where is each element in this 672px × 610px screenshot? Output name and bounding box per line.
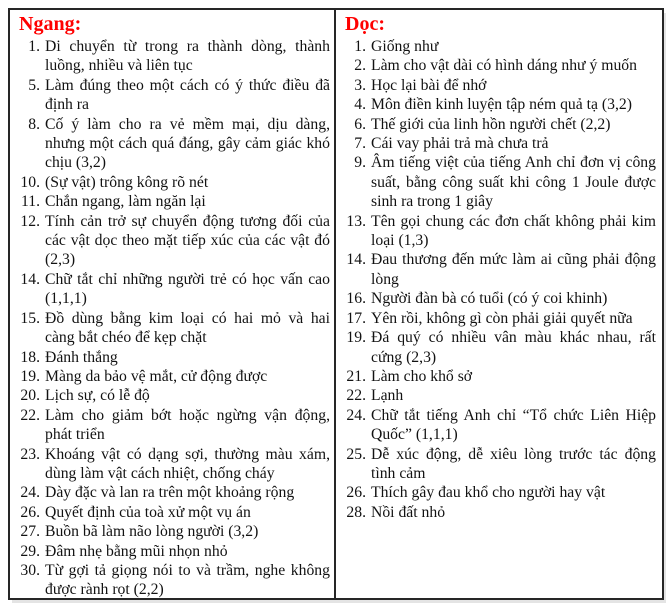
clue-text: Làm cho vật dài có hình dáng như ý muốn: [371, 57, 637, 75]
clue-item: [344, 445, 656, 484]
clue-number: 14.: [346, 251, 366, 269]
clue-item: [18, 503, 330, 522]
clue-text: Dễ xúc động, dễ xiêu lòng trước tác động tình cảm: [371, 445, 656, 482]
clue-item: [18, 561, 330, 598]
clue-text: Làm đúng theo một cách có ý thức điều đã định ra: [45, 76, 330, 114]
clue-item: [344, 309, 656, 328]
clue-text: Cố ý làm cho ra vẻ mềm mại, dịu dàng, nhưng một cách quá đáng, gây cảm giác khó chịu (3,2): [45, 115, 330, 172]
clue-text: Đau thương đến mức làm ai cũng phải động lòng: [371, 251, 656, 288]
clue-item: [344, 328, 656, 367]
clue-number: 3.: [354, 76, 366, 94]
clue-number: 22.: [20, 406, 40, 424]
clue-number: 19.: [20, 367, 40, 385]
clue-number: 22.: [346, 387, 366, 405]
clue-number: 27.: [20, 523, 40, 541]
clue-text: Di chuyển từ trong ra thành dòng, thành luồng, nhiều và liên tục: [45, 38, 330, 75]
clue-item: [18, 483, 330, 502]
clue-item: [18, 76, 330, 115]
clue-item: [344, 56, 656, 75]
clue-number: 7.: [354, 135, 366, 153]
clue-number: 10.: [20, 173, 40, 191]
down-clue-list: [344, 37, 656, 522]
clue-item: [18, 386, 330, 405]
clue-item: [344, 503, 656, 522]
clue-text: Chắn ngang, làm ngăn lại: [45, 193, 206, 211]
down-column: [336, 10, 662, 598]
clue-number: 28.: [346, 503, 366, 521]
clue-number: 19.: [346, 329, 366, 347]
clue-text: Làm cho khổ sở: [371, 367, 473, 385]
clue-text: Tên gọi chung các đơn chất không phải kim loại (1,3): [371, 212, 656, 250]
clue-item: [344, 367, 656, 386]
across-column: [10, 10, 336, 598]
clue-item: [344, 153, 656, 211]
clue-number: 24.: [20, 484, 40, 502]
down-heading: Dọc:: [345, 13, 385, 35]
clue-number: 2.: [354, 57, 366, 75]
clue-text: Đá quý có nhiều vân màu khác nhau, rất cứng (2,3): [371, 329, 656, 366]
clue-item: [18, 348, 330, 367]
clue-item: [344, 386, 656, 405]
clue-number: 23.: [20, 445, 40, 463]
clue-text: Đánh thắng: [45, 348, 118, 366]
across-clue-list: [18, 37, 330, 598]
clue-number: 1.: [354, 38, 366, 55]
clue-number: 30.: [20, 561, 40, 579]
clue-item: [18, 173, 330, 192]
clue-text: Lạnh: [371, 387, 404, 405]
clue-item: [18, 37, 330, 76]
clue-item: [344, 134, 656, 153]
clue-item: [344, 212, 656, 251]
clue-text: Chữ tắt tiếng Anh chỉ “Tổ chức Liên Hiệp Quốc” (1,1,1): [371, 406, 656, 444]
clue-text: Âm tiếng việt của tiếng Anh chỉ đơn vị công suất, bằng công suất khi công 1 Joule được sinh ra trong 1 giây: [371, 154, 656, 211]
clue-number: 25.: [346, 445, 366, 463]
clue-number: 8.: [28, 115, 40, 133]
clue-item: [18, 406, 330, 445]
clue-number: 13.: [346, 212, 366, 230]
clue-number: 29.: [20, 542, 40, 560]
clue-item: [18, 115, 330, 173]
clue-item: [344, 95, 656, 114]
clue-item: [344, 289, 656, 308]
clue-number: 6.: [354, 115, 366, 133]
clue-item: [344, 406, 656, 445]
clue-text: Màng da bảo vệ mắt, cử động được: [45, 367, 268, 385]
clue-text: Làm cho giảm bớt hoặc ngừng vận động, phát triển: [45, 406, 330, 444]
clue-number: 20.: [20, 387, 40, 405]
clue-text: Dày đặc và lan ra trên một khoảng rộng: [45, 484, 295, 502]
clue-item: [18, 192, 330, 211]
clue-text: Tính cản trở sự chuyển động tương đối của các vật dọc theo mặt tiếp xúc của các vật đó (2,3): [45, 212, 330, 269]
clue-text: Khoáng vật có dạng sợi, thường màu xám, dùng làm vật cách nhiệt, chống cháy: [45, 445, 330, 482]
clue-number: 14.: [20, 270, 40, 288]
clue-text: Đâm nhẹ bằng mũi nhọn nhỏ: [45, 542, 228, 560]
clue-number: 12.: [20, 212, 40, 230]
clue-number: 24.: [346, 406, 366, 424]
clue-text: (Sự vật) trông kông rõ nét: [45, 173, 209, 191]
clue-item: [18, 542, 330, 561]
clue-text: Lịch sự, có lễ độ: [45, 387, 150, 405]
clue-text: Yên rồi, không gì còn phải giải quyết nữa: [371, 309, 633, 327]
clue-number: 4.: [354, 96, 366, 114]
clue-item: [18, 309, 330, 348]
clue-text: Cái vay phải trả mà chưa trả: [371, 135, 549, 153]
clue-text: Môn điền kinh luyện tập ném quả tạ (3,2): [371, 96, 632, 114]
clue-number: 16.: [346, 290, 366, 308]
clue-number: 1.: [28, 38, 40, 55]
clue-item: [344, 115, 656, 134]
clue-table: [8, 8, 664, 600]
clue-number: 9.: [354, 154, 366, 172]
clue-item: [344, 483, 656, 502]
clue-text: Chữ tắt chỉ những người trẻ có học vấn cao (1,1,1): [45, 270, 330, 308]
clue-number: 11.: [20, 193, 40, 211]
clue-item: [344, 250, 656, 289]
clue-item: [18, 367, 330, 386]
clue-item: [344, 37, 656, 56]
clue-text: Giống như: [371, 38, 439, 55]
clue-number: 18.: [20, 348, 40, 366]
clue-number: 5.: [28, 76, 40, 94]
clue-text: Thế giới của linh hồn người chết (2,2): [371, 115, 611, 133]
clue-number: 26.: [20, 503, 40, 521]
clue-text: Người đàn bà có tuổi (có ý coi khinh): [371, 290, 608, 308]
clue-item: [18, 212, 330, 270]
clue-text: Từ gợi tả giọng nói to và trầm, nghe không được rành rọt (2,2): [45, 561, 330, 598]
clue-number: 21.: [346, 367, 366, 385]
clue-item: [18, 270, 330, 309]
clue-text: Quyết định của toà xử một vụ án: [45, 503, 251, 521]
clue-number: 17.: [346, 309, 366, 327]
clue-text: Thích gây đau khổ cho người hay vật: [371, 484, 606, 502]
clue-text: Đồ dùng bằng kim loại có hai mỏ và hai càng bắt chéo để kẹp chặt: [45, 309, 330, 347]
clue-number: 26.: [346, 484, 366, 502]
clue-item: [18, 522, 330, 541]
clue-item: [344, 76, 656, 95]
clue-text: Buồn bã làm não lòng người (3,2): [45, 523, 259, 541]
clue-text: Học lại bài để nhớ: [371, 76, 487, 94]
across-heading: Ngang:: [19, 13, 82, 35]
clue-item: [18, 445, 330, 484]
clue-number: 15.: [20, 309, 40, 327]
clue-text: Nồi đất nhỏ: [371, 503, 446, 521]
